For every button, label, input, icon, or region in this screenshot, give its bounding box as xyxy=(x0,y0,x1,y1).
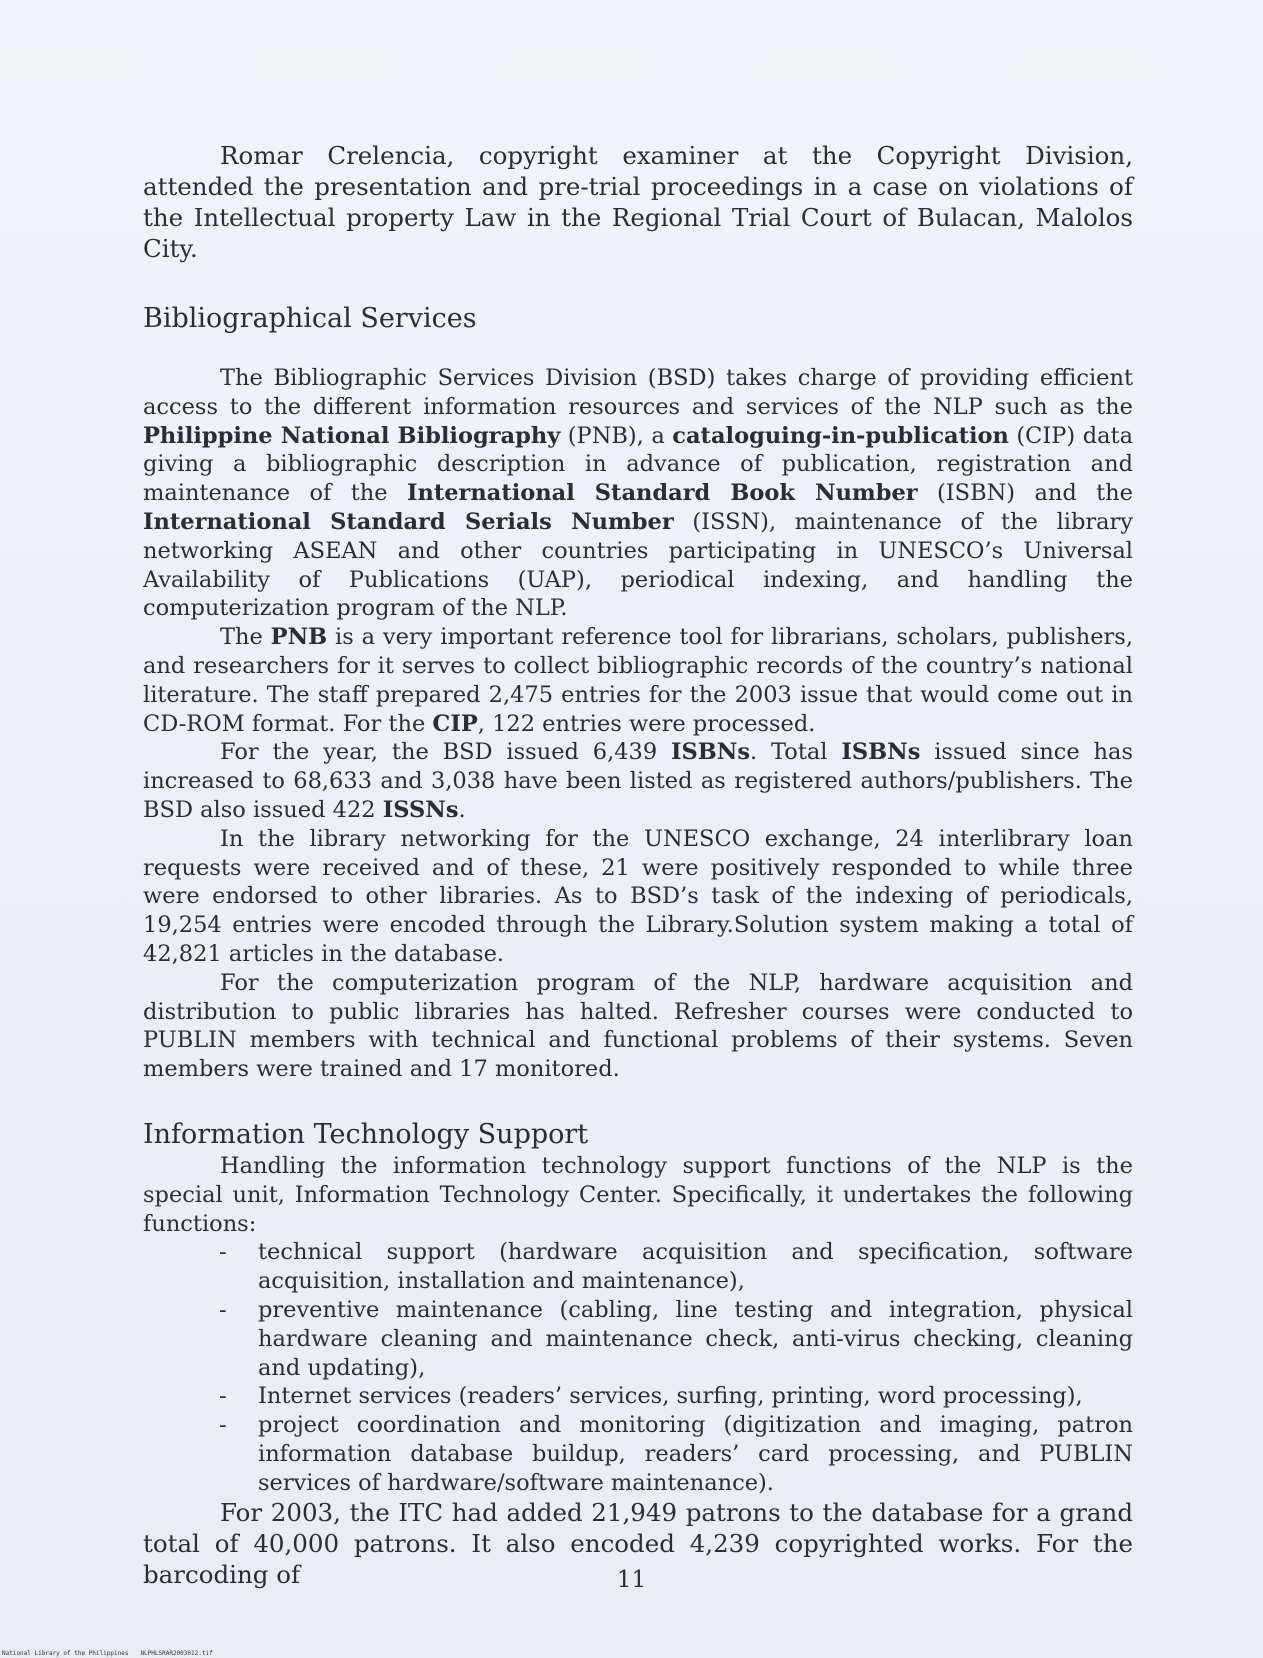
scan-footer xyxy=(2,1650,225,1657)
footer-file: NLPHLSRAR2003012.tif xyxy=(140,1650,213,1657)
list-item: - preventive maintenance (cabling, line testing and integration, physical hardware cleaning and maintenance check, anti-virus checking, cleaning and updating), xyxy=(143,1296,1133,1382)
pnb-paragraph: The PNB is a very important reference tool for librarians, scholars, publishers, and researchers for it serves to collect bibliographic records of the country’s national literature. The staff prepared 2,475 entries for the 2003 issue that would come out in CD-ROM format. For the CIP, 122 entries were processed. xyxy=(143,624,1133,737)
itc-intro-paragraph: Handling the information technology support functions of the NLP is the special unit, Information Technology Center. Specifically, it undertakes the following functions: xyxy=(143,1152,1133,1237)
list-item: - project coordination and monitoring (digitization and imaging, patron information database buildup, readers’ card processing, and PUBLIN services of hardware/software maintenance). xyxy=(143,1411,1133,1497)
itc-functions-list xyxy=(143,1238,1133,1497)
intro-paragraph: Romar Crelencia, copyright examiner at the Copyright Division, attended the presentation and pre-trial proceedings in a case on violations of the Intellectual property Law in the Regional Trial Court of Bulacan, Malolos City. xyxy=(143,141,1133,263)
it-support-heading: Information Technology Support xyxy=(143,1118,589,1150)
computerization-paragraph: For the computerization program of the NLP, hardware acquisition and distribution to public libraries has halted. Refresher courses were conducted to PUBLIN members with technical and functional problems of their systems. Seven members were trained and 17 monitored. xyxy=(143,969,1133,1083)
page-number: 11 xyxy=(616,1567,647,1593)
isbn-paragraph: For the year, the BSD issued 6,439 ISBNs. Total ISBNs issued since has increased to 68,633 and 3,038 have been listed as registered authors/publishers. The BSD also issued 422 ISSNs. xyxy=(143,739,1133,823)
page-body xyxy=(143,140,1133,1590)
itc-2003-paragraph: For 2003, the ITC had added 21,949 patrons to the database for a grand total of 40,000 patrons. It also encoded 4,239 copyrighted works. For the barcoding of xyxy=(143,1498,1133,1590)
bibliographical-services-heading: Bibliographical Services xyxy=(143,303,477,334)
bsd-paragraph: The Bibliographic Services Division (BSD) takes charge of providing efficient access to the different information resources and services of the NLP such as the Philippine National Bibliography (PNB), a cataloguing-in-publication (CIP) data giving a bibliographic description in advance of publication, registration and maintenance of the International Standard Book Number (ISBN) and the International Standard Serials Number (ISSN), maintenance of the library networking ASEAN and other countries participating in UNESCO’s Universal Availability of Publications (UAP), periodical indexing, and handling the computerization program of the NLP. xyxy=(143,365,1133,622)
networking-paragraph: In the library networking for the UNESCO exchange, 24 interlibrary loan requests were received and of these, 21 were positively responded to while three were endorsed to other libraries. As to BSD’s task of the indexing of periodicals, 19,254 entries were encoded through the Library.Solution system making a total of 42,821 articles in the database. xyxy=(143,825,1133,967)
list-item: - Internet services (readers’ services, surfing, printing, word processing), xyxy=(143,1382,1133,1411)
footer-source: National Library of the Philippines xyxy=(2,1650,129,1657)
list-item: - technical support (hardware acquisition and specification, software acquisition, installation and maintenance), xyxy=(143,1238,1133,1296)
